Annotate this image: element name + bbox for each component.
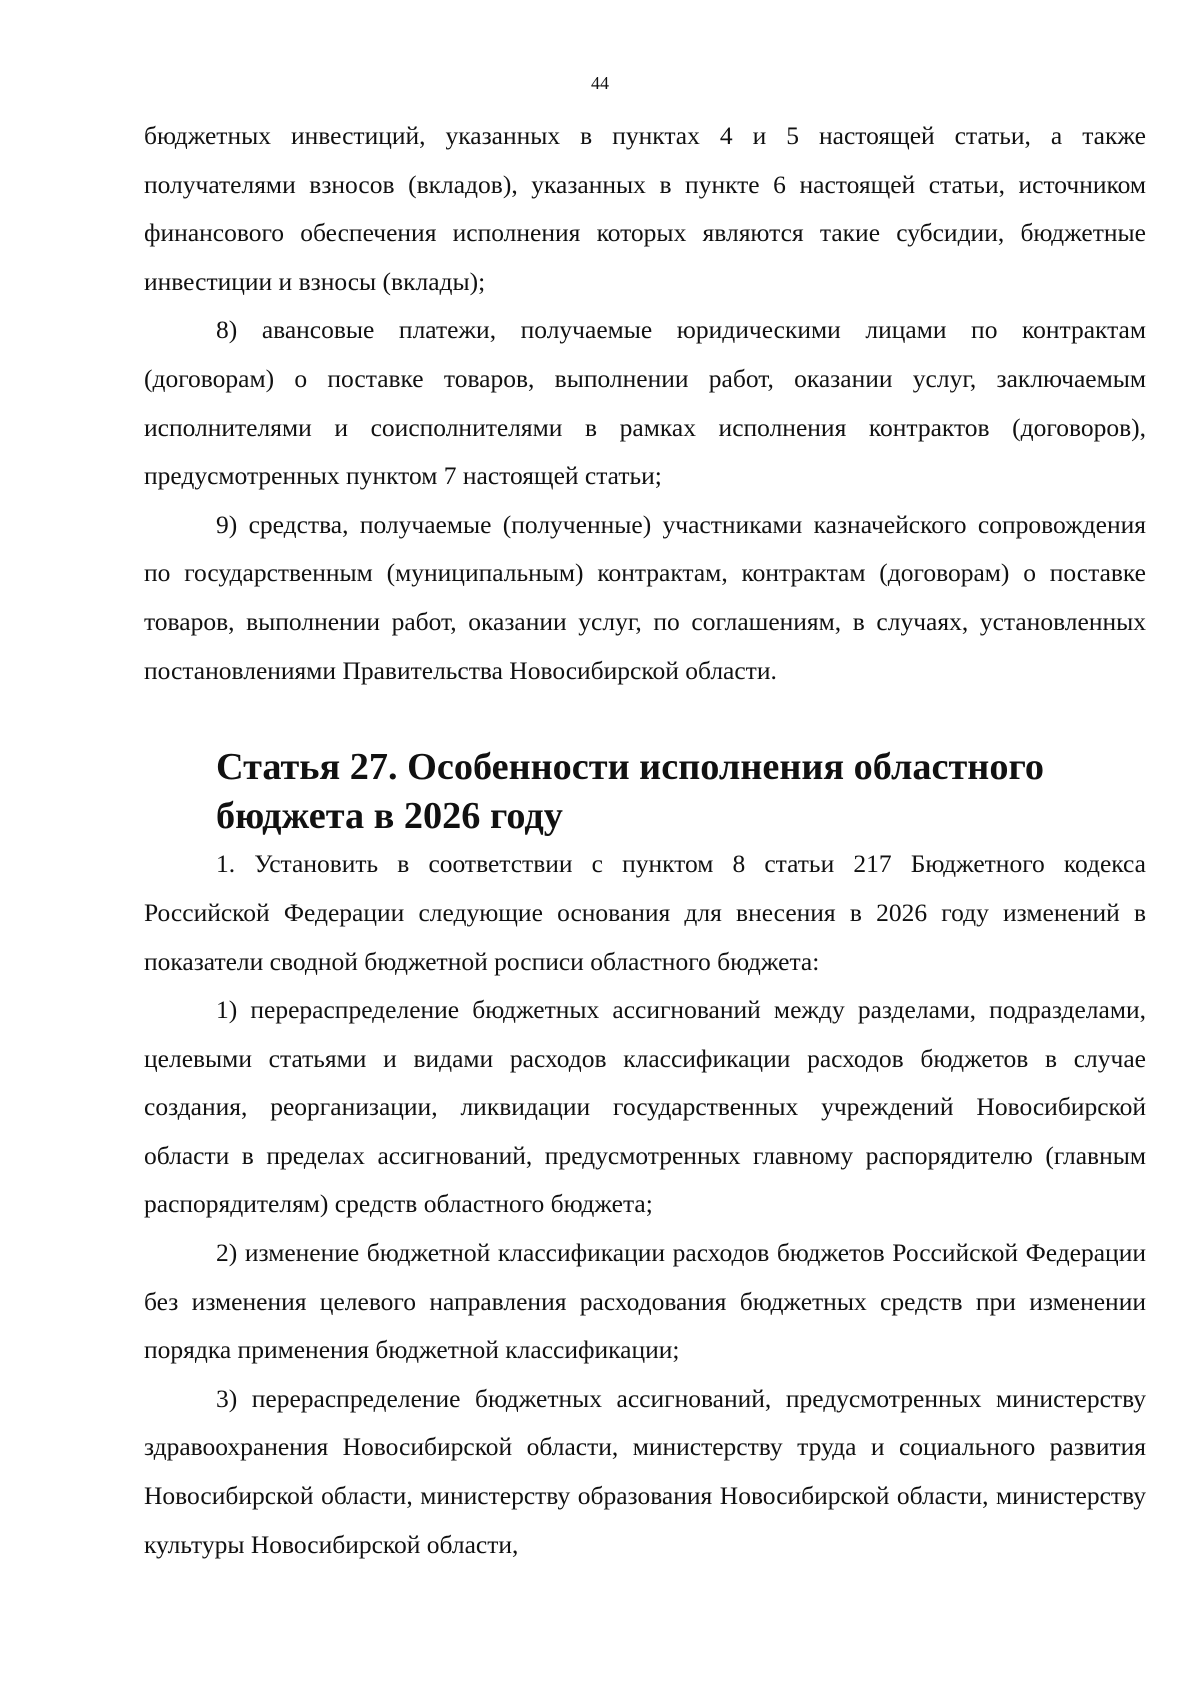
document-body	[144, 112, 1146, 1569]
article-item-2: 2) изменение бюджетной классификации расходов бюджетов Российской Федерации без изменения целевого направления расходования бюджетных средств при изменении порядка применения бюджетной классификации;	[144, 1238, 1146, 1365]
page-number: 44	[591, 73, 609, 93]
article-item-3: 3) перераспределение бюджетных ассигнований, предусмотренных министерству здравоохранения Новосибирской области, министерству труда и социального развития Новосибирской области, министерству образования Новосибирской области, министерству культуры Новосибирской области,	[144, 1383, 1146, 1559]
paragraph-continuation: бюджетных инвестиций, указанных в пунктах 4 и 5 настоящей статьи, а также получателями взносов (вкладов), указанных в пункте 6 настоящей статьи, источником финансового обеспечения исполнения которых являются такие субсидии, бюджетные инвестиции и взносы (вклады);	[144, 121, 1146, 296]
article-heading: Статья 27. Особенности исполнения областного бюджета в 2026 году	[216, 746, 1045, 837]
list-item-8: 8) авансовые платежи, получаемые юридическими лицами по контрактам (договорам) о поставке товаров, выполнении работ, оказании услуг, заключаемым исполнителями и соисполнителями в рамках исполнения контрактов (договоров), предусмотренных пунктом 7 настоящей статьи;	[144, 315, 1146, 491]
article-paragraph-1: 1. Установить в соответствии с пунктом 8 статьи 217 Бюджетного кодекса Российской Федерации следующие основания для внесения в 2026 году изменений в показатели сводной бюджетной росписи областного бюджета:	[144, 849, 1146, 976]
article-item-1: 1) перераспределение бюджетных ассигнований между разделами, подразделами, целевыми статьями и видами расходов классификации расходов бюджетов в случае создания, реорганизации, ликвидации государственных учреждений Новосибирской области в пределах ассигнований, предусмотренных главному распорядителю (главным распорядителям) средств областного бюджета;	[144, 995, 1146, 1219]
list-item-9: 9) средства, получаемые (полученные) участниками казначейского сопровождения по государственным (муниципальным) контрактам, контрактам (договорам) о поставке товаров, выполнении работ, оказании услуг, по соглашениям, в случаях, установленных постановлениями Правительства Новосибирской области.	[144, 509, 1146, 685]
